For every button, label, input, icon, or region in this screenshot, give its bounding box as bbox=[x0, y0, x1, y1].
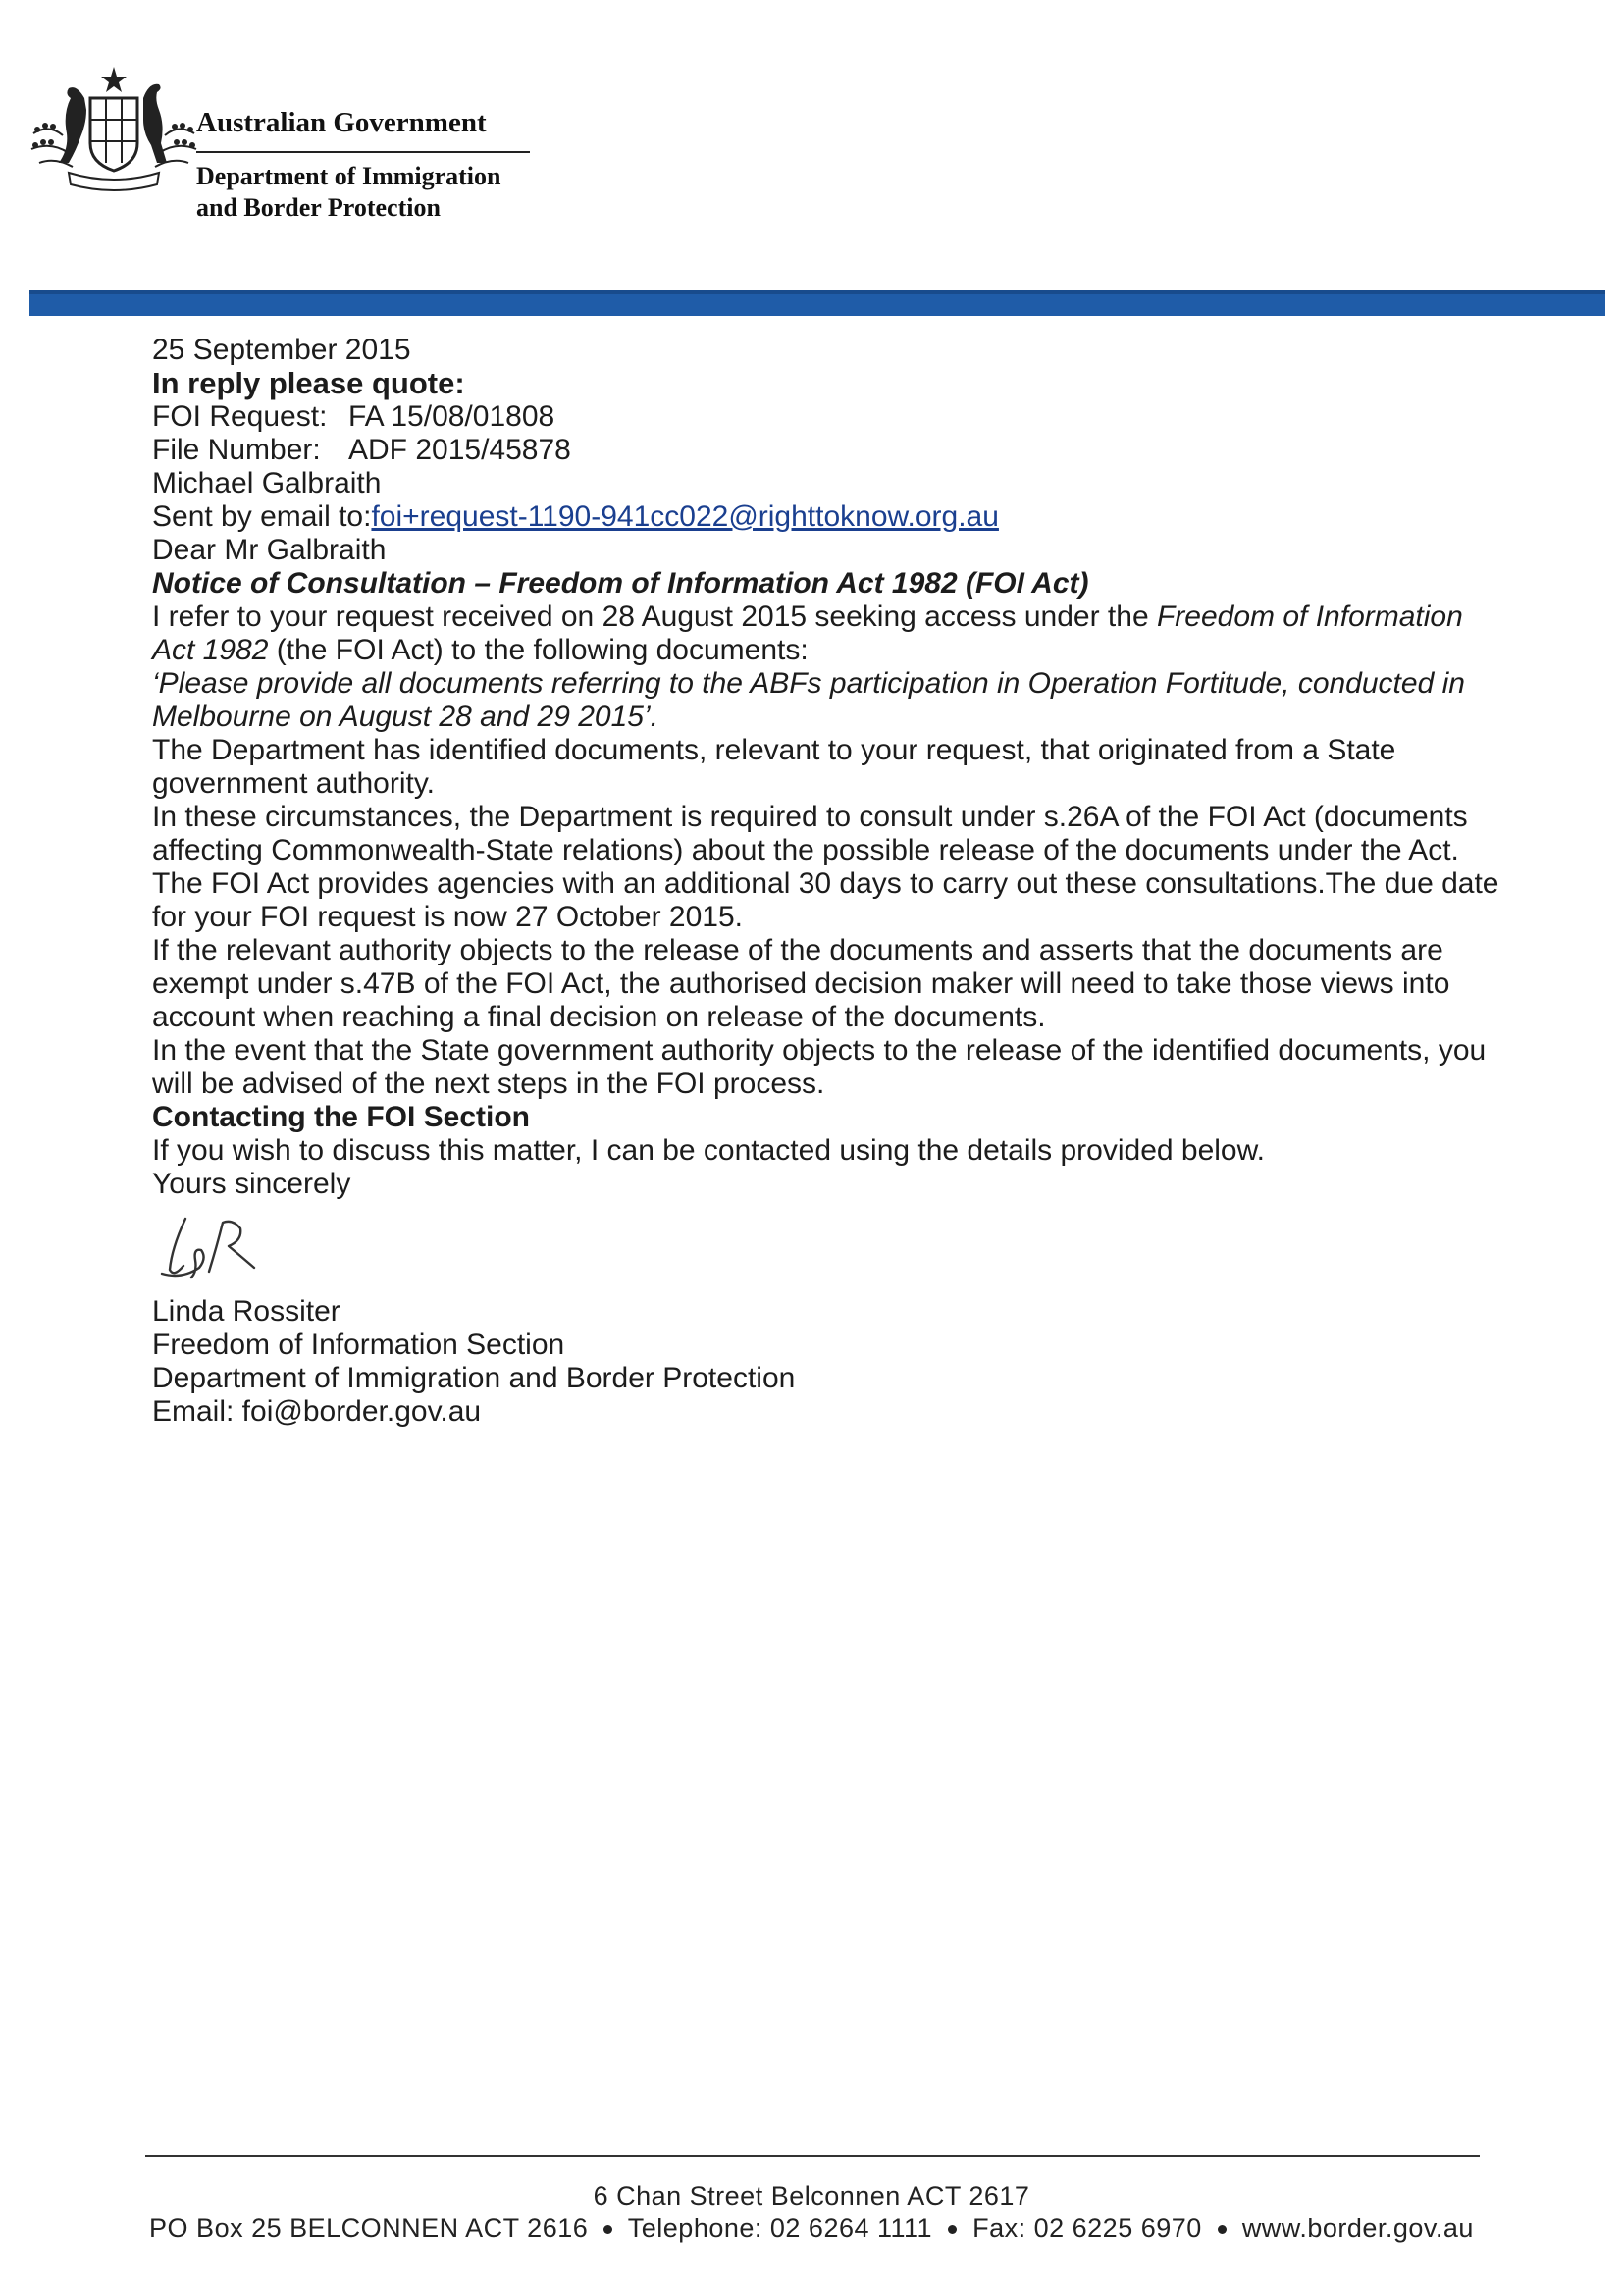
contact-text: If you wish to discuss this matter, I can be contacted using the details provided below. bbox=[152, 1134, 1265, 1167]
signoff: Yours sincerely bbox=[152, 1168, 351, 1200]
paragraph-identified-documents: The Department has identified documents, relevant to your request, that originated from a State government authority. bbox=[152, 734, 1396, 800]
bullet-icon bbox=[1218, 2225, 1227, 2234]
subject-line: Notice of Consultation – Freedom of Information Act 1982 (FOI Act) bbox=[152, 567, 1089, 600]
recipient-email-link[interactable]: foi+request-1190-941cc022@righttoknow.org.au bbox=[371, 500, 999, 533]
file-number-value: ADF 2015/45878 bbox=[348, 434, 571, 466]
sent-by-line bbox=[152, 500, 1506, 534]
footer-fax: Fax: 02 6225 6970 bbox=[972, 2214, 1202, 2243]
footer-contact-line bbox=[0, 2213, 1623, 2245]
act-title-italic: Freedom of Information Act 1982 bbox=[152, 600, 1463, 666]
recipient-name: Michael Galbraith bbox=[152, 467, 382, 499]
reply-quote-heading: In reply please quote: bbox=[152, 366, 465, 400]
signature-icon bbox=[152, 1209, 280, 1287]
signer-section: Freedom of Information Section bbox=[152, 1329, 565, 1361]
footer bbox=[0, 2180, 1623, 2245]
footer-po-box: PO Box 25 BELCONNEN ACT 2616 bbox=[149, 2214, 589, 2243]
signer-name: Linda Rossiter bbox=[152, 1295, 340, 1328]
government-name: Australian Government bbox=[196, 106, 530, 153]
coat-of-arms-icon bbox=[29, 65, 198, 192]
file-number-label: File Number: bbox=[152, 434, 321, 466]
agency-name bbox=[196, 106, 530, 224]
signer-email: Email: foi@border.gov.au bbox=[152, 1395, 482, 1428]
paragraph-1-part-a: I refer to your request received on 28 August 2015 seeking access under the bbox=[152, 600, 1157, 633]
sent-by-prefix: Sent by email to: bbox=[152, 500, 372, 533]
signer-department: Department of Immigration and Border Protection bbox=[152, 1362, 796, 1394]
paragraph-due-date: The FOI Act provides agencies with an additional 30 days to carry out these consultations.The due date for your FOI request is now 27 October 2015. bbox=[152, 867, 1499, 933]
footer-street-address: 6 Chan Street Belconnen ACT 2617 bbox=[593, 2181, 1030, 2211]
foi-request-row bbox=[152, 400, 1506, 434]
request-quote: ‘Please provide all documents referring to the ABFs participation in Operation Fortitude, conducted in Melbourne on August 28 and 29 2015’. bbox=[152, 667, 1465, 733]
reference-block bbox=[152, 367, 1506, 467]
foi-request-value: FA 15/08/01808 bbox=[348, 400, 555, 433]
department-name bbox=[196, 161, 530, 224]
contact-heading: Contacting the FOI Section bbox=[152, 1101, 531, 1133]
bullet-icon bbox=[603, 2225, 612, 2234]
paragraph-next-steps: In the event that the State government authority objects to the release of the identified documents, you will be advised of the next steps in the FOI process. bbox=[152, 1034, 1487, 1100]
foi-request-label: FOI Request: bbox=[152, 400, 328, 433]
paragraph-consultation: In these circumstances, the Department is required to consult under s.26A of the FOI Act (documents affecting Commonwealth-State relations) about the possible release of the documents under the Act. bbox=[152, 801, 1468, 866]
footer-telephone: Telephone: 02 6264 1111 bbox=[627, 2214, 933, 2243]
paragraph-1-part-b: (the FOI Act) to the following documents: bbox=[268, 634, 809, 666]
salutation: Dear Mr Galbraith bbox=[152, 534, 387, 566]
paragraph-exemption: If the relevant authority objects to the release of the documents and asserts that the documents are exempt under s.47B of the FOI Act, the authorised decision maker will need to take those views into account when reaching a final decision on release of the documents. bbox=[152, 934, 1450, 1033]
signature-block bbox=[152, 1295, 1506, 1429]
letter-body bbox=[152, 334, 1506, 1429]
paragraph-request-reference bbox=[152, 600, 1506, 667]
bullet-icon bbox=[948, 2225, 957, 2234]
department-line-2: and Border Protection bbox=[196, 193, 441, 222]
letter-date: 25 September 2015 bbox=[152, 334, 411, 366]
footer-rule bbox=[145, 2155, 1480, 2157]
department-line-1: Department of Immigration bbox=[196, 162, 501, 190]
footer-website: www.border.gov.au bbox=[1241, 2214, 1474, 2243]
letterhead-rule-band bbox=[29, 290, 1605, 316]
file-number-row bbox=[152, 434, 1506, 467]
